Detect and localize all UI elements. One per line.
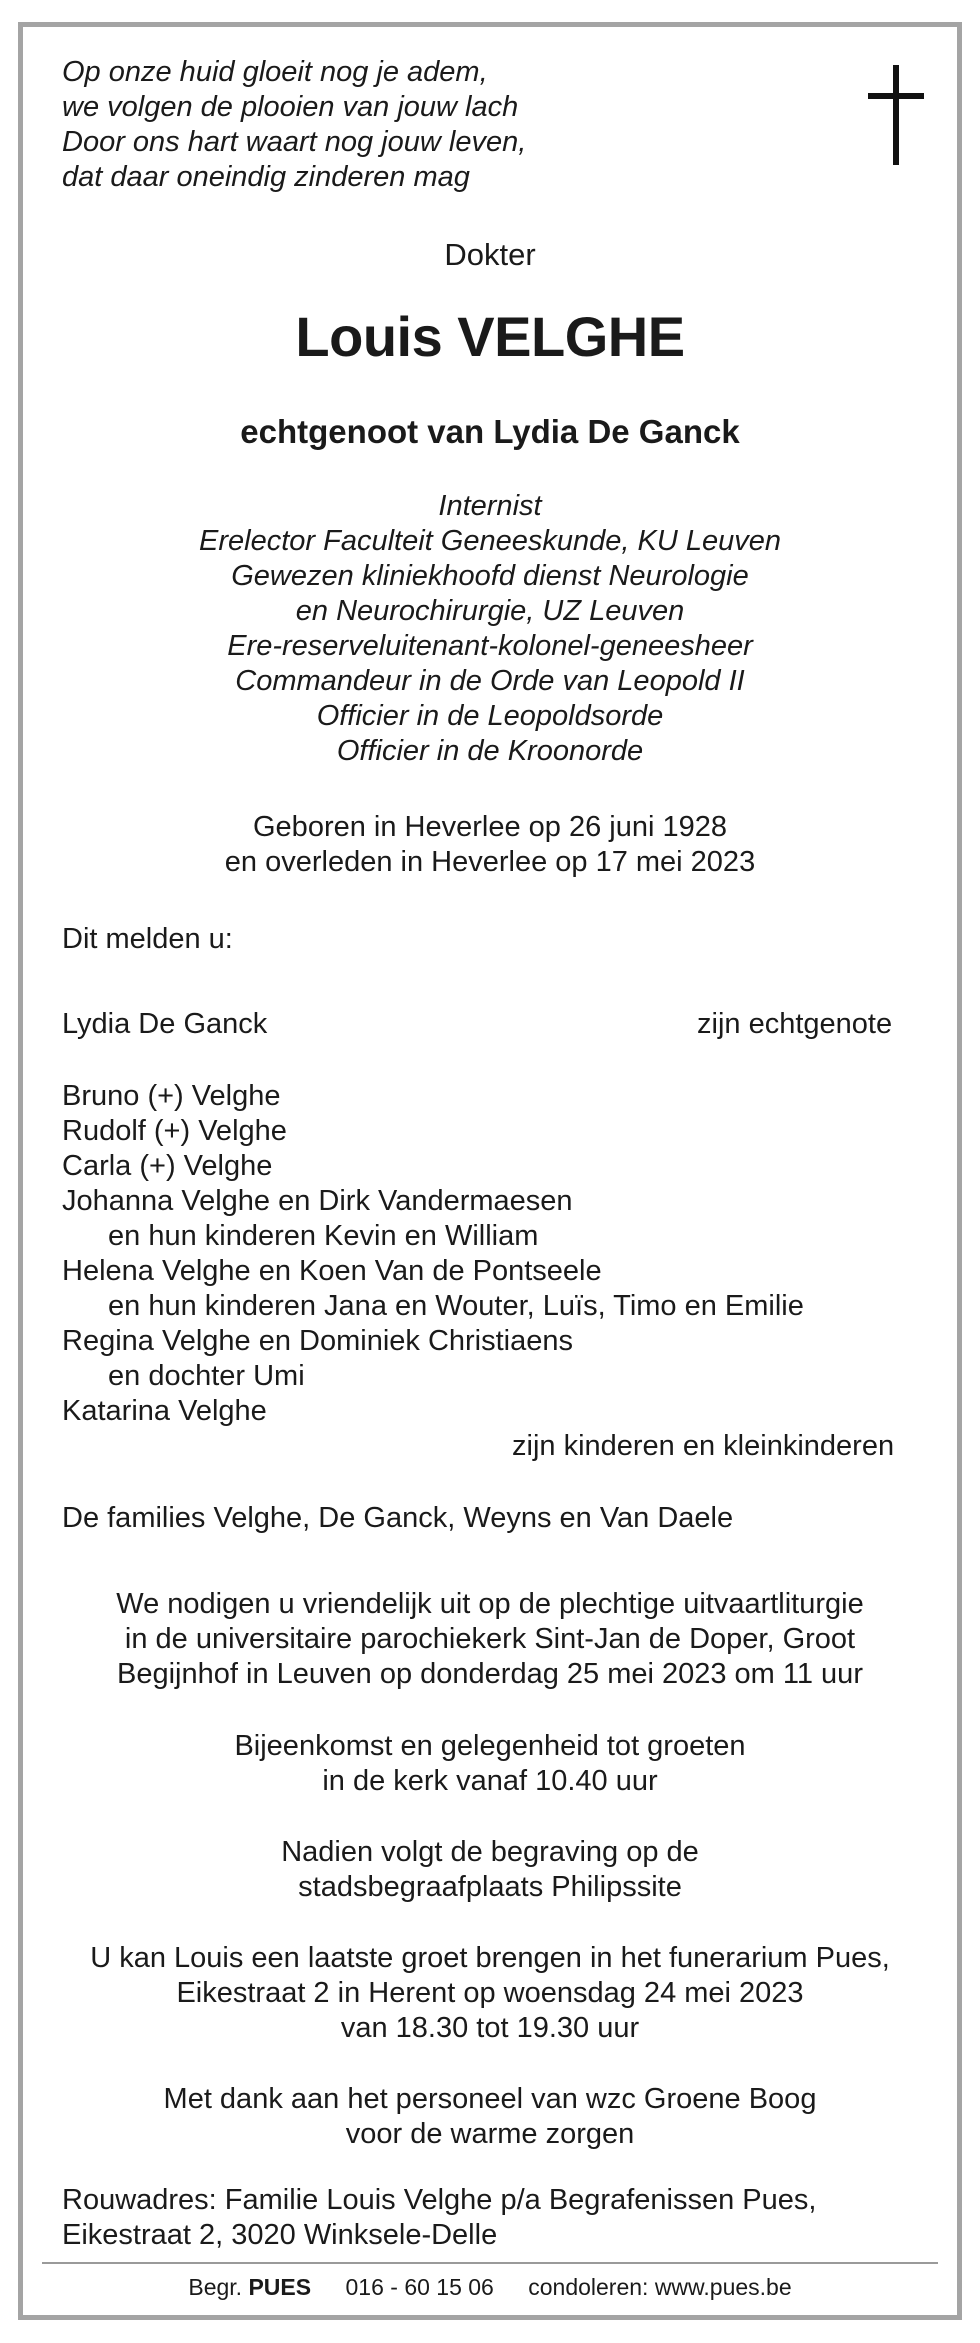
funeral-line: in de universitaire parochiekerk Sint-Jan de Doper, Groot [124,1623,856,1655]
grandchildren-item: en hun kinderen Kevin en William [108,1220,539,1252]
poem-line: we volgen de plooien van jouw lach [62,91,519,123]
address-line: Eikestraat 2, 3020 Winksele-Delle [62,2219,498,2251]
gathering-line: in de kerk vanaf 10.40 uur [322,1765,658,1797]
undertaker-name: PUES [248,2274,312,2300]
thanks-note [23,2082,957,2152]
title-prefix: Dokter [444,237,536,272]
funeral-line: We nodigen u vriendelijk uit op de plechtige uitvaartliturgie [116,1588,864,1620]
thanks-line: voor de warme zorgen [345,2118,635,2150]
child-item: Carla (+) Velghe [62,1150,273,1182]
child-item: Bruno (+) Velghe [62,1080,281,1112]
cross-icon [868,65,924,165]
undertaker [188,2274,311,2300]
child-item: Regina Velghe en Dominiek Christiaens [62,1325,574,1357]
death-line: en overleden in Heverlee op 17 mei 2023 [224,846,756,878]
child-item: Rudolf (+) Velghe [62,1115,287,1147]
grandchildren-item: en hun kinderen Jana en Wouter, Luïs, Timo en Emilie [108,1290,804,1322]
spouse-entry-name: Lydia De Ganck [62,1008,268,1040]
title-item: Internist [438,490,542,522]
address-line: Rouwadres: Familie Louis Velghe p/a Begrafenissen Pues, [62,2184,817,2216]
child-item: Helena Velghe en Koen Van de Pontseele [62,1255,602,1287]
titles-list [23,489,957,769]
spouse-entry-relation: zijn echtgenote [697,1008,893,1040]
poem [62,55,526,195]
announce-intro: Dit melden u: [62,923,233,955]
title-item: Officier in de Leopoldsorde [316,700,664,732]
title-item: Officier in de Kroonorde [336,735,644,767]
visit-line: van 18.30 tot 19.30 uur [340,2012,640,2044]
undertaker-prefix: Begr. [188,2274,243,2300]
gathering-info [23,1729,957,1799]
title-item: Erelector Faculteit Geneeskunde, KU Leuven [199,525,781,557]
poem-line: Door ons hart waart nog jouw leven, [62,126,527,158]
birth-death [23,810,957,880]
birth-line: Geboren in Heverlee op 26 juni 1928 [253,811,727,843]
grandchildren-item: en dochter Umi [108,1360,305,1392]
child-item: Katarina Velghe [62,1395,267,1427]
families-line: De families Velghe, De Ganck, Weyns en Van Daele [62,1502,734,1534]
visit-info [23,1941,957,2046]
children-list [62,1079,804,1429]
funeral-line: Begijnhof in Leuven op donderdag 25 mei 2023 om 11 uur [117,1658,863,1690]
visit-line: U kan Louis een laatste groet brengen in het funerarium Pues, [90,1942,890,1974]
thanks-line: Met dank aan het personeel van wzc Groene Boog [163,2083,817,2115]
condolence-link[interactable]: condoleren: www.pues.be [528,2274,792,2300]
poem-line: Op onze huid gloeit nog je adem, [62,56,488,88]
footer-divider [42,2262,938,2264]
obituary-frame [18,22,962,2320]
funeral-invitation [23,1587,957,1692]
deceased-name: Louis VELGHE [295,305,685,368]
gathering-line: Bijeenkomst en gelegenheid tot groeten [234,1730,746,1762]
mourning-address [62,2183,816,2253]
title-item: Gewezen kliniekhoofd dienst Neurologie [231,560,749,592]
children-relation: zijn kinderen en kleinkinderen [512,1430,895,1462]
burial-line: Nadien volgt de begraving op de [281,1836,699,1868]
poem-line: dat daar oneindig zinderen mag [62,161,470,193]
child-item: Johanna Velghe en Dirk Vandermaesen [62,1185,573,1217]
title-item: Ere-reserveluitenant-kolonel-geneesheer [227,630,753,662]
title-item: en Neurochirurgie, UZ Leuven [295,595,685,627]
visit-line: Eikestraat 2 in Herent op woensdag 24 mei 2023 [176,1977,804,2009]
title-item: Commandeur in de Orde van Leopold II [235,665,745,697]
burial-line: stadsbegraafplaats Philipssite [298,1871,682,1903]
undertaker-phone: 016 - 60 15 06 [345,2274,494,2300]
footer [23,2274,957,2301]
burial-info [23,1835,957,1905]
spouse-line: echtgenoot van Lydia De Ganck [240,413,740,450]
